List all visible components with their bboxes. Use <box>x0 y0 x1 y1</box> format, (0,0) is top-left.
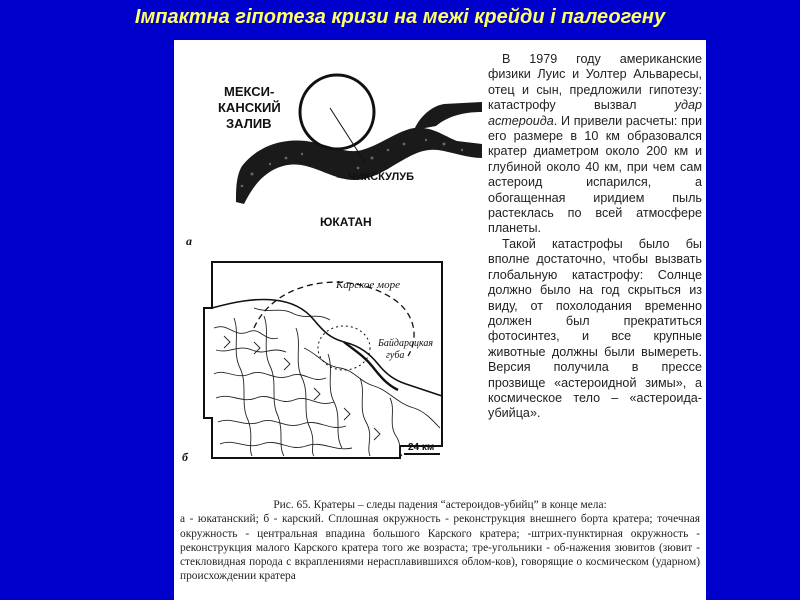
caption-body: а - юкатанский; б - карский. Сплошная окружность - реконструкция внешнего борта кратера; точечная окружность - центральная впадина большого Карского кратера; -штрих-пунктирная окружность - реконструкция малого Карского кратера того же возраста; тре-угольники - об-нажения зювитов (зювит - стекловидная порода с вкраплениями нерасплавившихся облом-ков), говорящие о космическом (ударном) происхождении кратера <box>180 513 700 583</box>
yucatan-map <box>182 46 482 258</box>
label-gulf-3: ЗАЛИВ <box>226 116 272 131</box>
label-gulf-2: КАНСКИЙ <box>218 100 281 115</box>
label-bay-1: Байдарацкая <box>378 338 434 349</box>
crater-outline <box>300 75 374 149</box>
article-text <box>488 52 702 422</box>
kara-map <box>194 258 466 468</box>
kara-map-frame <box>204 262 442 458</box>
paragraph-2: Такой катастрофы было бы вполне достаточно, чтобы вызвать глобальную катастрофу: Солнце должно было на год скрыться из виду, от похолодания временно должен был прекратиться фотосинтез, и все крупные животные должны были вымереть. Версия получила в прессе прозвище «астероидной зимы», а космическое тело – «астероида-убийца». <box>488 236 702 421</box>
figure-caption <box>180 498 700 584</box>
paragraph-1: В 1979 году американские физики Луис и Уолтер Альваресы, отец и сын, предложили гипотезу: катастрофу вызвал удар астероида. И привели расчеты: при его размере в 10 км образовался кратер диаметром около 200 км и глубиной около 40 км, при чем сам астероид испарился, а обогащенная иридием пыль растеклась по всей атмосфере планеты. <box>488 52 702 236</box>
figure-a-letter: а <box>186 234 192 248</box>
figure-b-letter: б <box>182 450 188 464</box>
label-bay-2: губа <box>386 350 405 361</box>
scanned-page <box>174 40 706 600</box>
scale-bar-label: 24 км <box>408 442 435 453</box>
slide-title: Імпактна гіпотеза кризи на межі крейди і палеогену <box>134 6 666 28</box>
label-chicxulub: ЧИКСКУЛУБ <box>348 171 415 183</box>
caption-title: Рис. 65. Кратеры – следы падения “астероидов-убийц” в конце мела: <box>273 499 607 511</box>
yucatan-coastline <box>236 128 482 204</box>
label-yucatan: ЮКАТАН <box>320 215 372 229</box>
label-kara-sea: Карское море <box>336 279 400 291</box>
label-gulf-1: МЕКСИ- <box>224 84 275 99</box>
